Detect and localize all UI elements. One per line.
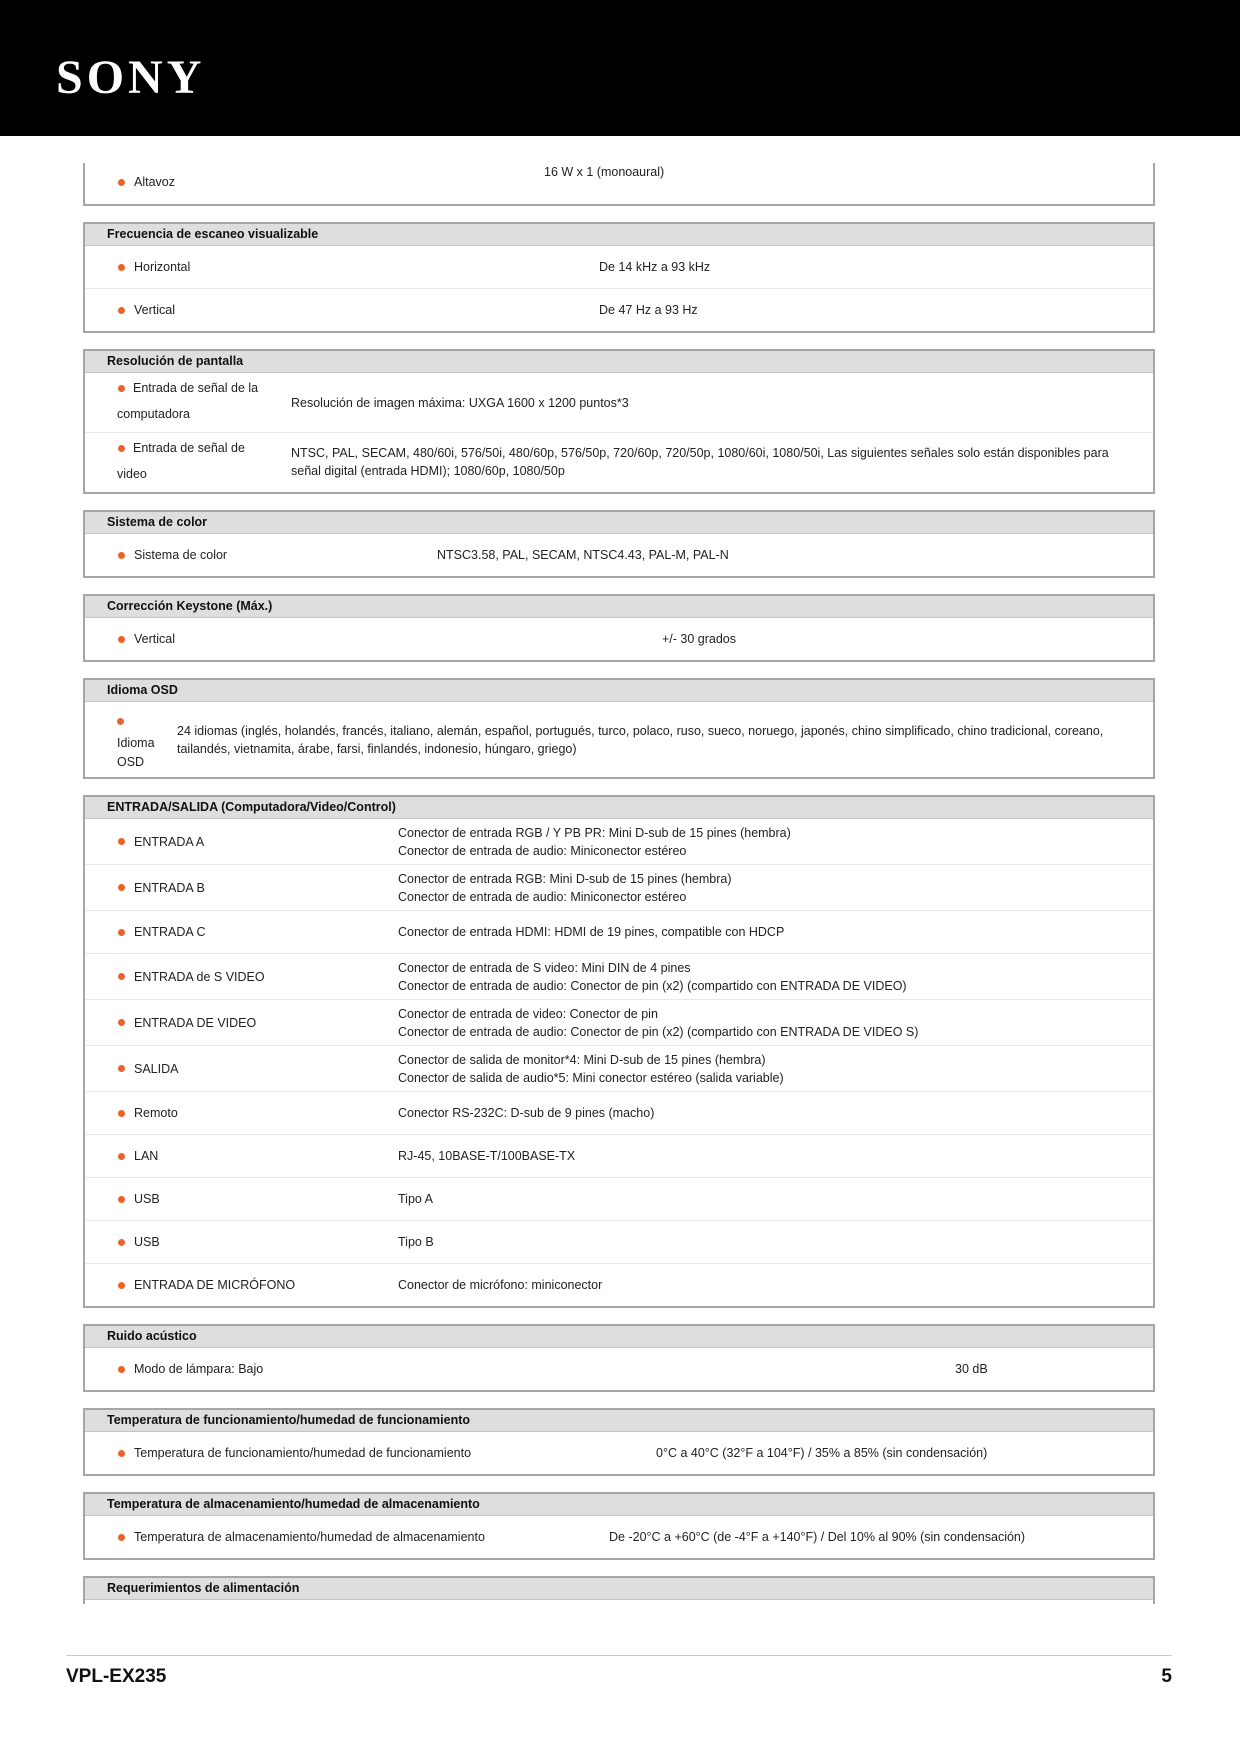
bullet-icon: [118, 1366, 125, 1373]
spec-label: Temperatura de funcionamiento/humedad de funcionamiento: [118, 1432, 471, 1474]
spec-value: [398, 911, 1133, 953]
bullet-icon: [118, 1019, 125, 1026]
spec-value-line: Conector de entrada de audio: Conector de pin (x2) (compartido con ENTRADA DE VIDEO S): [398, 1024, 919, 1039]
spec-label: Entrada de señal de la computadora: [117, 381, 259, 421]
spec-value: [398, 1092, 1133, 1134]
section-title: Requerimientos de alimentación: [85, 1578, 1153, 1600]
spec-value-line: Tipo A: [398, 1192, 433, 1206]
spec-label: ENTRADA DE VIDEO: [118, 1000, 256, 1045]
spec-label: Altavoz: [118, 169, 175, 195]
bullet-icon: [118, 445, 125, 452]
spec-value: Resolución de imagen máxima: UXGA 1600 x 1200 puntos*3: [291, 395, 629, 410]
spec-value-line: Conector de entrada RGB / Y PB PR: Mini D-sub de 15 pines (hembra): [398, 825, 791, 840]
spec-value: 30 dB: [955, 1362, 988, 1376]
section-title: Idioma OSD: [85, 680, 1153, 702]
spec-value: 16 W x 1 (monoaural): [544, 165, 665, 179]
spec-label: ENTRADA A: [118, 819, 204, 864]
spec-value-line: Conector RS-232C: D-sub de 9 pines (macho): [398, 1106, 655, 1120]
spec-row: [85, 1045, 1153, 1091]
section-title: Ruido acústico: [85, 1326, 1153, 1348]
spec-row: [85, 1091, 1153, 1134]
spec-label: ENTRADA de S VIDEO: [118, 954, 265, 999]
page-number: 5: [1161, 1666, 1172, 1687]
spec-value-line: Conector de entrada de audio: Miniconector estéreo: [398, 843, 687, 858]
bullet-icon: [118, 264, 125, 271]
bullet-icon: [118, 1239, 125, 1246]
bullet-icon: [118, 929, 125, 936]
section-io: [83, 795, 1155, 1308]
spec-value-line: Conector de salida de monitor*4: Mini D-sub de 15 pines (hembra): [398, 1052, 766, 1067]
spec-value-line: Conector de entrada de video: Conector de pin: [398, 1006, 658, 1021]
section-temp-almacenamiento: [83, 1492, 1155, 1560]
spec-label: Sistema de color: [118, 534, 227, 576]
bullet-icon: [118, 636, 125, 643]
spec-row: [85, 618, 1153, 660]
spec-row: [85, 999, 1153, 1045]
section-keystone: [83, 594, 1155, 662]
spec-row: [85, 246, 1153, 288]
section-title: Temperatura de almacenamiento/humedad de almacenamiento: [85, 1494, 1153, 1516]
spec-label: Idioma OSD: [117, 712, 162, 772]
spec-value: [398, 1264, 1133, 1306]
bullet-icon: [118, 1196, 125, 1203]
bullet-icon: [118, 307, 125, 314]
footer-model: VPL-EX235: [66, 1666, 167, 1687]
spec-row: [85, 432, 1153, 492]
spec-label: ENTRADA B: [118, 865, 205, 910]
spec-label: Vertical: [118, 618, 175, 660]
bullet-icon: [118, 1282, 125, 1289]
bullet-icon: [118, 1110, 125, 1117]
spec-row: [85, 1432, 1153, 1474]
spec-label: USB: [118, 1221, 160, 1263]
spec-row: [85, 1134, 1153, 1177]
spec-value: NTSC3.58, PAL, SECAM, NTSC4.43, PAL-M, PAL-N: [437, 548, 729, 562]
spec-value: [398, 865, 1133, 910]
spec-row: [85, 910, 1153, 953]
section-title: ENTRADA/SALIDA (Computadora/Video/Control): [85, 797, 1153, 819]
bullet-icon: [118, 973, 125, 980]
spec-value: +/- 30 grados: [662, 632, 737, 646]
spec-value-line: Tipo B: [398, 1235, 434, 1249]
spec-row: [85, 953, 1153, 999]
spec-label: Entrada de señal de video: [117, 441, 245, 481]
spec-label: USB: [118, 1178, 160, 1220]
section-alimentacion: [83, 1576, 1155, 1604]
bullet-icon: [118, 884, 125, 891]
section-frecuencia: [83, 222, 1155, 333]
bullet-icon: [118, 179, 125, 186]
spec-value: 24 idiomas (inglés, holandés, francés, italiano, alemán, español, portugués, turco, polaco, ruso, sueco, noruego, japonés, chino simplificado, chino tradicional, coreano, tailandés, vietnamita, árabe, farsi, finlandés, indonesio, húngaro, griego): [177, 724, 1104, 756]
section-title: Corrección Keystone (Máx.): [85, 596, 1153, 618]
spec-row: [85, 1348, 1153, 1390]
spec-label: Horizontal: [118, 246, 190, 288]
section-ruido: [83, 1324, 1155, 1392]
spec-content: [83, 163, 1155, 1620]
bullet-icon: [118, 1065, 125, 1072]
spec-value-line: RJ-45, 10BASE-T/100BASE-TX: [398, 1149, 576, 1163]
spec-row: [85, 1263, 1153, 1306]
section-title: Sistema de color: [85, 512, 1153, 534]
footer-divider: [66, 1655, 1172, 1656]
section-resolucion: [83, 349, 1155, 494]
spec-value: NTSC, PAL, SECAM, 480/60i, 576/50i, 480/60p, 576/50p, 720/60p, 720/50p, 1080/60i, 1080/50i, Las siguientes señales solo están disponibles para señal digital (entrada HDMI); 1080/60p, 1080/50p: [291, 446, 1109, 478]
header-bar: [0, 0, 1240, 136]
section-temp-funcionamiento: [83, 1408, 1155, 1476]
spec-value: [398, 1135, 1133, 1177]
bullet-icon: [117, 718, 124, 725]
spec-label: ENTRADA DE MICRÓFONO: [118, 1264, 295, 1306]
spec-row: [85, 702, 1153, 777]
bullet-icon: [118, 1450, 125, 1457]
spec-value: [398, 1221, 1133, 1263]
spec-label: Vertical: [118, 289, 175, 331]
spec-row: [85, 163, 1153, 204]
spec-value-line: Conector de entrada RGB: Mini D-sub de 15 pines (hembra): [398, 871, 732, 886]
spec-value-line: Conector de entrada de S video: Mini DIN de 4 pines: [398, 960, 691, 975]
spec-value: [398, 1178, 1133, 1220]
sony-logo: SONY: [56, 51, 206, 104]
spec-value-line: Conector de salida de audio*5: Mini conector estéreo (salida variable): [398, 1070, 784, 1085]
bullet-icon: [118, 838, 125, 845]
spec-value-line: Conector de entrada HDMI: HDMI de 19 pines, compatible con HDCP: [398, 925, 785, 939]
spec-row: [85, 864, 1153, 910]
spec-value: De 14 kHz a 93 kHz: [599, 260, 711, 274]
spec-label: Remoto: [118, 1092, 178, 1134]
spec-value: De -20°C a +60°C (de -4°F a +140°F) / Del 10% al 90% (sin condensación): [609, 1530, 1026, 1544]
spec-label: Modo de lámpara: Bajo: [118, 1348, 263, 1390]
spec-value: [398, 819, 1133, 864]
spec-value-line: Conector de entrada de audio: Miniconector estéreo: [398, 889, 687, 904]
spec-value-line: Conector de micrófono: miniconector: [398, 1278, 603, 1292]
section-altavoz: [83, 163, 1155, 206]
spec-label: ENTRADA C: [118, 911, 206, 953]
spec-value-line: Conector de entrada de audio: Conector de pin (x2) (compartido con ENTRADA DE VIDEO): [398, 978, 907, 993]
section-title: Frecuencia de escaneo visualizable: [85, 224, 1153, 246]
bullet-icon: [118, 1153, 125, 1160]
spec-value: [398, 1046, 1133, 1091]
spec-value: [398, 954, 1133, 999]
spec-row: [85, 373, 1153, 432]
section-osd: [83, 678, 1155, 779]
bullet-icon: [118, 1534, 125, 1541]
spec-row: [85, 288, 1153, 331]
spec-row: [85, 1516, 1153, 1558]
bullet-icon: [118, 385, 125, 392]
spec-row: [85, 1220, 1153, 1263]
spec-row: [85, 534, 1153, 576]
section-sistema-color: [83, 510, 1155, 578]
spec-value: [398, 1000, 1133, 1045]
spec-label: SALIDA: [118, 1046, 178, 1091]
bullet-icon: [118, 552, 125, 559]
spec-label: LAN: [118, 1135, 158, 1177]
spec-row: [85, 1177, 1153, 1220]
spec-row: [85, 819, 1153, 864]
section-title: Temperatura de funcionamiento/humedad de funcionamiento: [85, 1410, 1153, 1432]
section-title: Resolución de pantalla: [85, 351, 1153, 373]
spec-label: Temperatura de almacenamiento/humedad de almacenamiento: [118, 1516, 485, 1558]
spec-value: 0°C a 40°C (32°F a 104°F) / 35% a 85% (sin condensación): [656, 1446, 988, 1460]
spec-value: De 47 Hz a 93 Hz: [599, 303, 698, 317]
